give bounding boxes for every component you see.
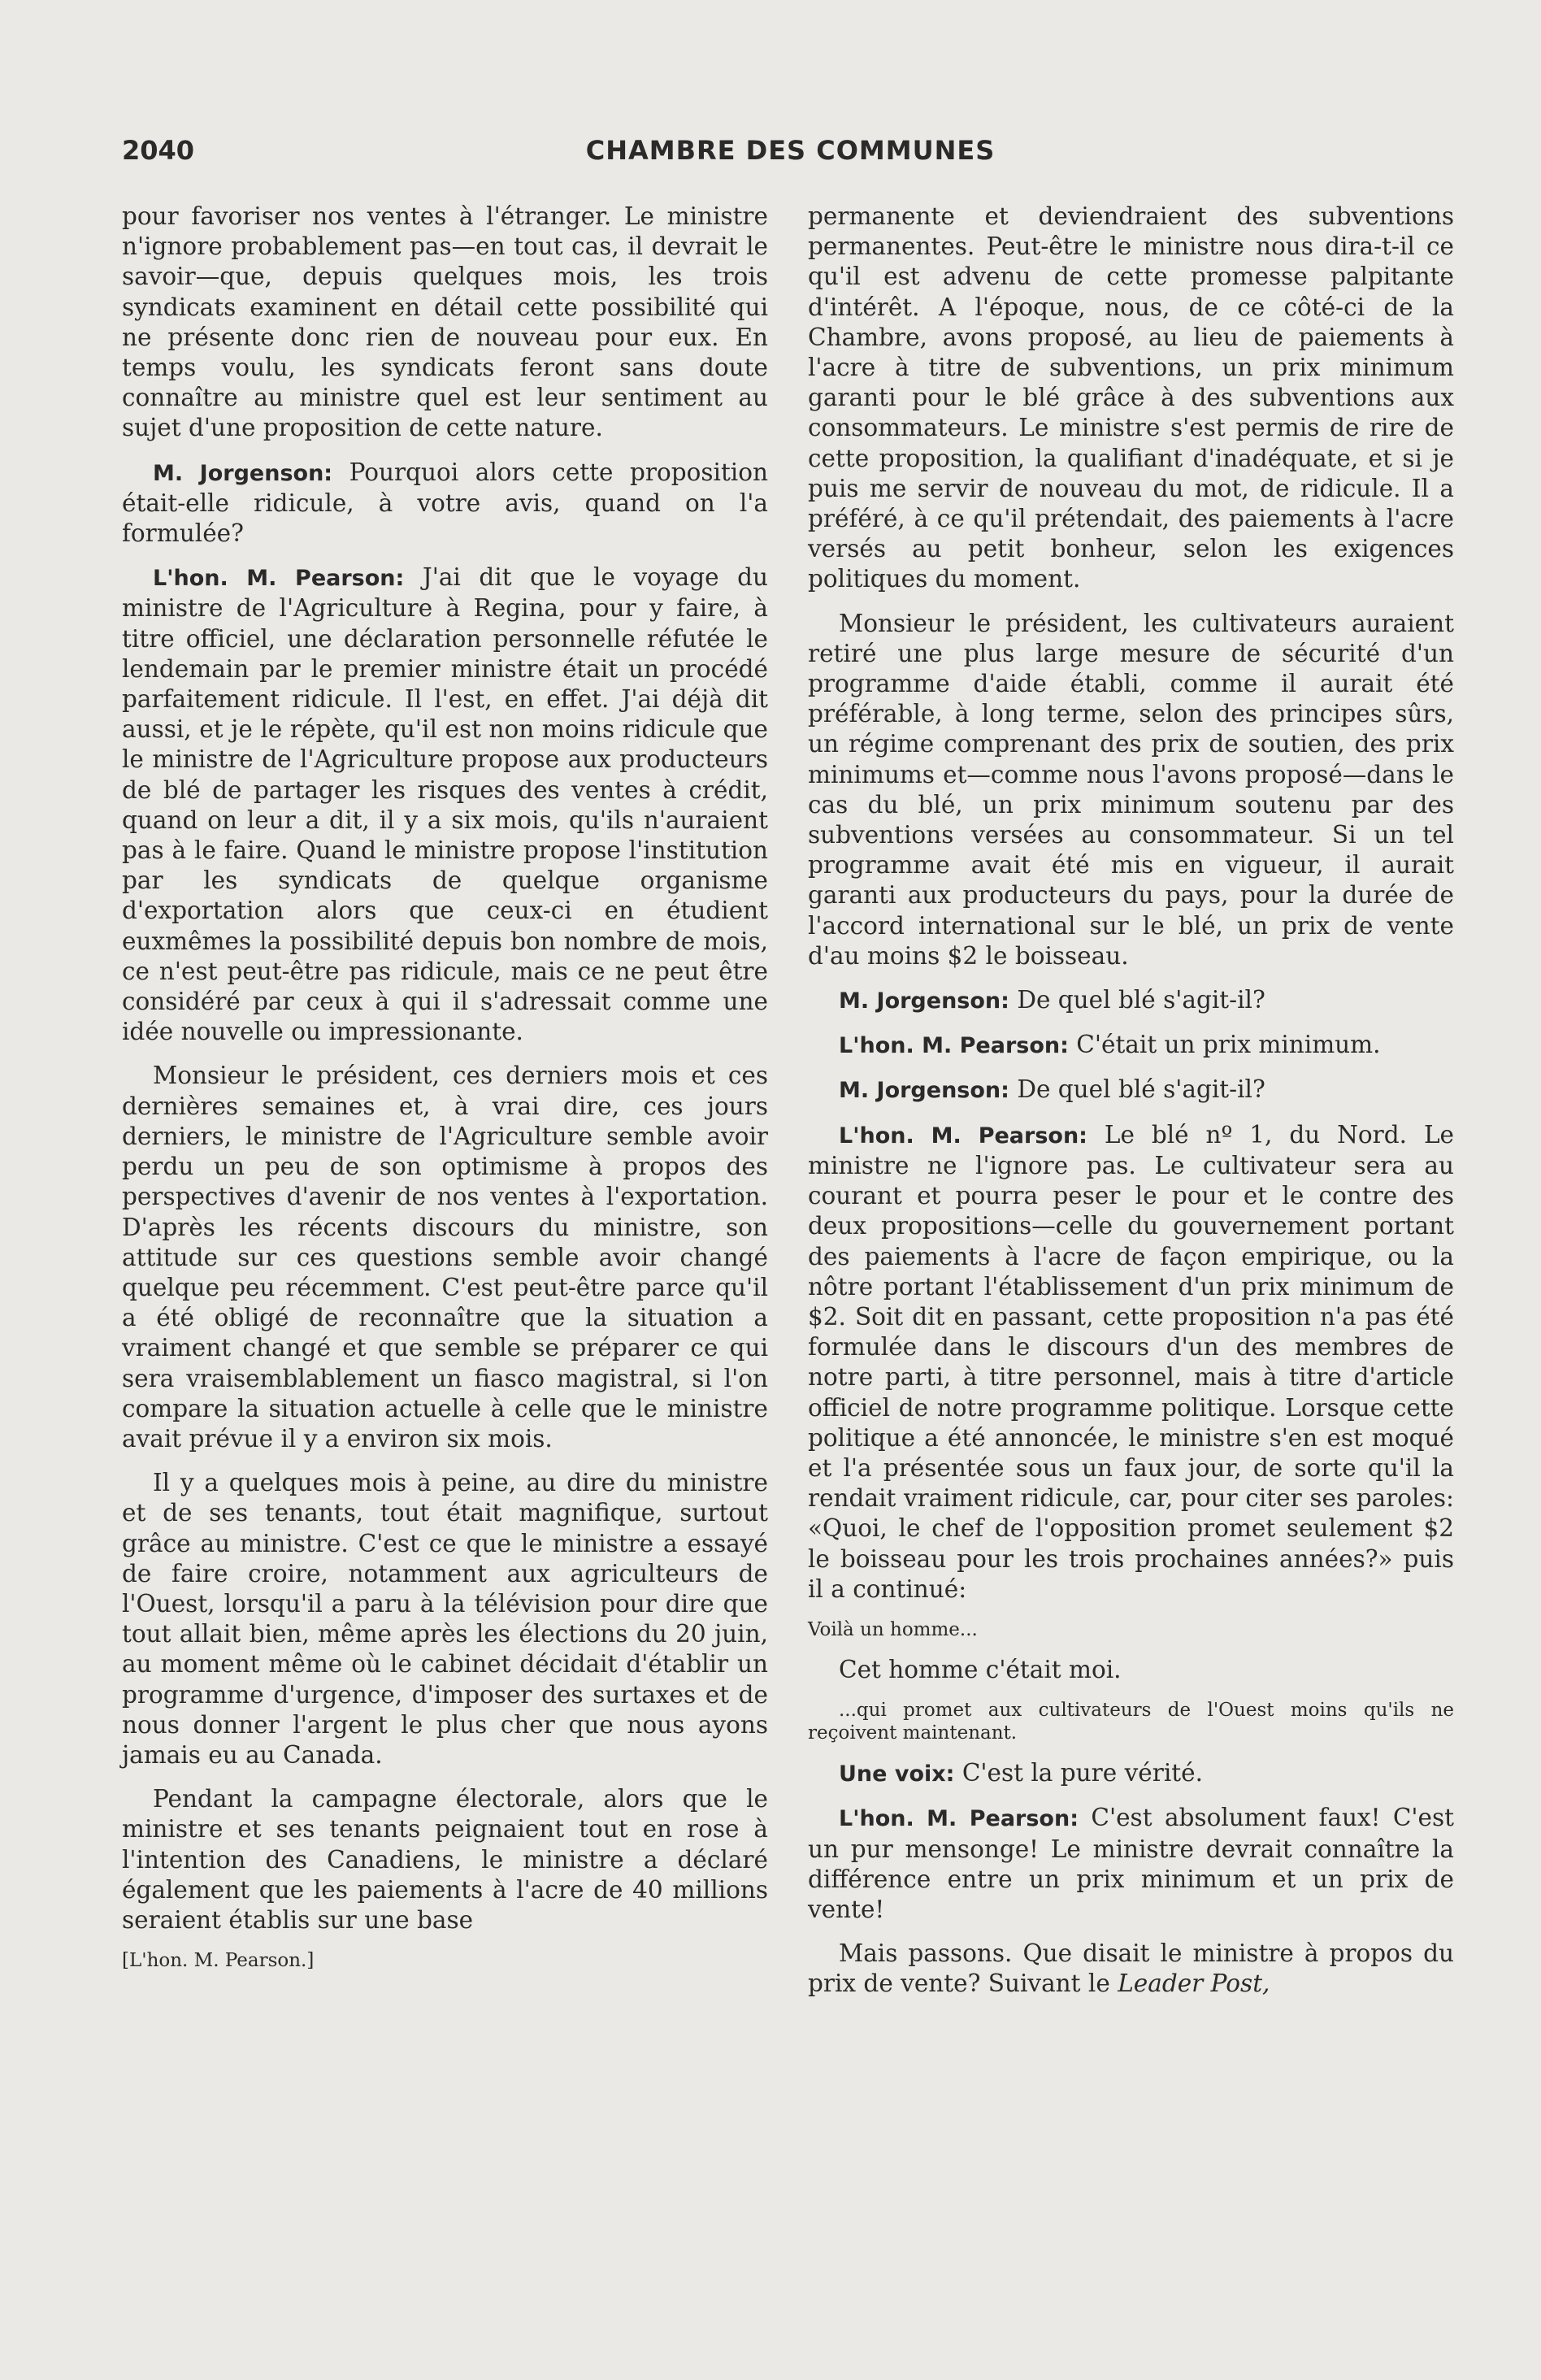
block-quote: ...qui promet aux cultivateurs de l'Ouest moins qu'ils ne reçoivent maintenant. xyxy=(808,1700,1454,1744)
paragraph xyxy=(808,1939,1454,1999)
speaker-name: M. Jorgenson: xyxy=(839,988,1009,1014)
newspaper-title: Leader Post, xyxy=(1118,1970,1270,1998)
speech-text: Pourquoi alors cette proposition était-elle ridicule, à votre avis, quand on l'a formulée? xyxy=(122,458,768,548)
paragraph-text: Mais passons. Que disait le ministre à propos du prix de vente? Suivant le xyxy=(808,1939,1454,1998)
speech-text: J'ai dit que le voyage du ministre de l'Agriculture à Regina, pour y faire, à titre officiel, une déclaration personnelle réfutée le lendemain par le premier ministre était un procédé parfaitement ridicule. Il l'est, en effet. J'ai déjà dit aussi, et je le répète, qu'il est non moins ridicule que le ministre de l'Agriculture propose aux producteurs de blé de partager les risques des ventes à crédit, quand on leur a dit, il y a six mois, qu'ils n'auraient pas à le faire. Quand le ministre propose l'institution par les syndicats de quelque organisme d'exportation alors que ceux-ci en étudient euxmêmes la possibilité depuis bon nombre de mois, ce n'est peut-être pas ridicule, mais ce ne peut être considéré par ceux à qui il s'adressait comme une idée nouvelle ou impressionante. xyxy=(122,563,768,1046)
speech-paragraph xyxy=(808,1030,1454,1061)
speaker-footer-note: [L'hon. M. Pearson.] xyxy=(122,1950,315,1972)
left-column xyxy=(122,202,768,1986)
speaker-name: L'hon. M. Pearson: xyxy=(153,566,405,592)
paragraph: permanente et deviendraient des subventions permanentes. Peut-être le ministre nous dira-t-il ce qu'il est advenu de cette promesse palpitante d'intérêt. A l'époque, nous, de ce côté-ci de la Chambre, avons proposé, au lieu de paiements à l'acre à titre de subventions, un prix minimum garanti pour le blé grâce à des subventions aux consommateurs. Le ministre s'est permis de rire de cette proposition, la qualifiant d'inadéquate, et si je puis me servir de nouveau du mot, de ridicule. Il a préféré, à ce qu'il prétendait, des paiements à l'acre versés au petit bonheur, selon les exigences politiques du moment. xyxy=(808,202,1454,593)
paragraph: Cet homme c'était moi. xyxy=(839,1655,1122,1683)
speaker-name: M. Jorgenson: xyxy=(153,460,333,486)
paragraph: Monsieur le président, les cultivateurs auraient retiré une plus large mesure de sécurité d'un programme d'aide établi, comme il aurait été préférable, à long terme, selon des principes sûrs, un régime comprenant des prix de soutien, des prix minimums et—comme nous l'avons proposé—dans le cas du blé, un prix minimum soutenu par des subventions versées au consommateur. Si un tel programme avait été mis en vigueur, il aurait garanti aux producteurs du pays, pour la durée de l'accord international sur le blé, un prix de vente d'au moins $2 le boisseau. xyxy=(808,609,1454,970)
block-quote: Voilà un homme... xyxy=(808,1618,978,1640)
speaker-name: L'hon. M. Pearson: xyxy=(839,1123,1087,1149)
right-column xyxy=(808,202,1454,2013)
speech-text: C'était un prix minimum. xyxy=(1068,1031,1381,1059)
speech-text: C'est absolument faux! C'est un pur mensonge! Le ministre devrait connaître la différence entre un prix minimum et un prix de vente! xyxy=(808,1804,1454,1923)
speaker-name: M. Jorgenson: xyxy=(839,1078,1009,1104)
speaker-name: L'hon. M. Pearson: xyxy=(839,1806,1079,1832)
speech-paragraph xyxy=(808,1758,1454,1789)
speech-paragraph xyxy=(808,985,1454,1016)
speech-text: Le blé nº 1, du Nord. Le ministre ne l'ignore pas. Le cultivateur sera au courant et pourra peser le pour et le contre des deux propositions—celle du gouvernement portant des paiements à l'acre de façon empirique, ou la nôtre portant l'établissement d'un prix minimum de $2. Soit dit en passant, cette proposition n'a pas été formulée dans le discours d'un des membres de notre parti, à titre personnel, mais à titre d'article officiel de notre programme politique. Lorsque cette politique a été annoncée, le ministre s'en est moqué et l'a présentée sous un faux jour, de sorte qu'il la rendait vraiment ridicule, car, pour citer ses paroles: «Quoi, le chef de l'opposition promet seulement $2 le boisseau pour les trois prochaines années?» puis il a continué: xyxy=(808,1120,1454,1603)
speech-paragraph xyxy=(122,562,768,1047)
page-title: CHAMBRE DES COMMUNES xyxy=(585,135,996,166)
speech-paragraph xyxy=(808,1803,1454,1925)
speaker-name: Une voix: xyxy=(839,1761,955,1787)
paragraph: Pendant la campagne électorale, alors que le ministre et ses tenants peignaient tout en rose à l'intention des Canadiens, le ministre a déclaré également que les paiements à l'acre de 40 millions seraient établis sur une base xyxy=(122,1785,768,1934)
paragraph: Il y a quelques mois à peine, au dire du ministre et de ses tenants, tout était magnifique, surtout grâce au ministre. C'est ce que le ministre a essayé de faire croire, notamment aux agriculteurs de l'Ouest, lorsqu'il a paru à la télévision pour dire que tout allait bien, même après les élections du 20 juin, au moment même où le cabinet décidait d'établir un programme d'urgence, d'imposer des surtaxes et de nous donner l'argent le plus cher que nous ayons jamais eu au Canada. xyxy=(122,1469,768,1769)
speech-paragraph xyxy=(808,1120,1454,1605)
paragraph: pour favoriser nos ventes à l'étranger. Le ministre n'ignore probablement pas—en tout cas, il devrait le savoir—que, depuis quelques mois, les trois syndicats examinent en détail cette possibilité qui ne présente donc rien de nouveau pour eux. En temps voulu, les syndicats feront sans doute connaître au ministre quel est leur sentiment au sujet d'une proposition de cette nature. xyxy=(122,202,768,442)
speaker-name: L'hon. M. Pearson: xyxy=(839,1033,1069,1059)
paragraph: Monsieur le président, ces derniers mois et ces dernières semaines et, à vrai dire, ces jours derniers, le ministre de l'Agriculture semble avoir perdu un peu de son optimisme à propos des perspectives d'avenir de nos ventes à l'exportation. D'après les récents discours du ministre, son attitude sur ces questions semble avoir changé quelque peu récemment. C'est peut-être parce qu'il a été obligé de reconnaître que la situation a vraiment changé et que semble se préparer ce qui sera vraisemblablement un fiasco magistral, si l'on compare la situation actuelle à celle que le ministre avait prévue il y a environ six mois. xyxy=(122,1062,768,1453)
speech-text: C'est la pure vérité. xyxy=(954,1759,1203,1787)
page-header xyxy=(122,135,1459,176)
page-number: 2040 xyxy=(122,135,195,166)
speech-text: De quel blé s'agit-il? xyxy=(1009,1075,1265,1104)
speech-paragraph xyxy=(808,1075,1454,1105)
speech-paragraph xyxy=(122,458,768,549)
speech-text: De quel blé s'agit-il? xyxy=(1009,986,1265,1014)
